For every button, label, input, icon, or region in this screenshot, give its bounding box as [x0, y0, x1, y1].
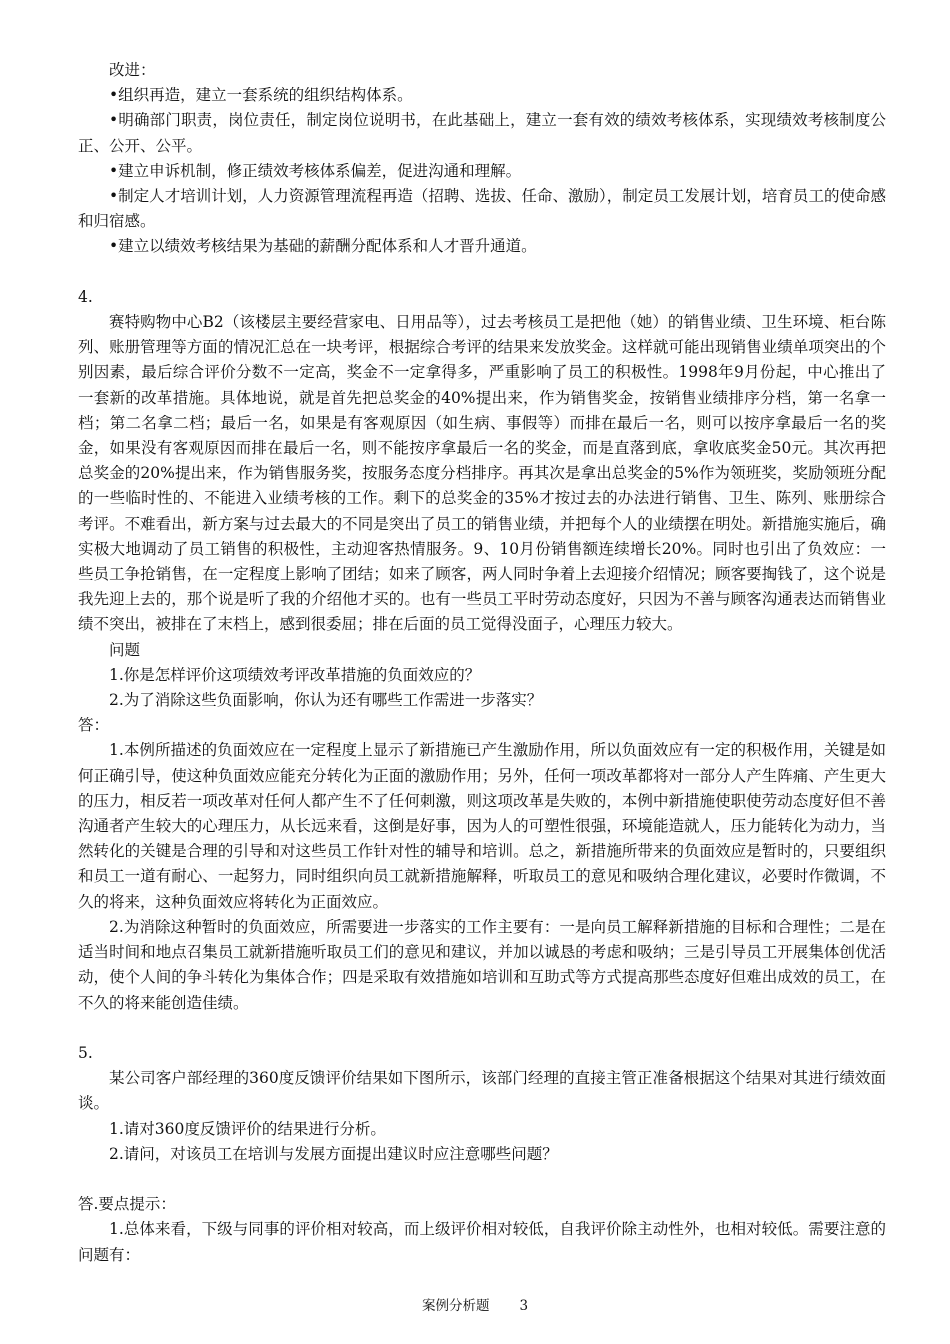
case-number: 4.	[78, 287, 93, 306]
blank-line	[78, 1016, 886, 1041]
improvement-heading: 改进：	[109, 61, 156, 79]
case-description: 赛特购物中心B2（该楼层主要经营家电、日用品等），过去考核员工是把他（她）的销售业绩、卫生环境、柜台陈列、账册管理等方面的情况汇总在一块考评，根据综合考评的结果来发放奖金。这样就可能出现销售业绩单项突出的个别因素，最后综合评价分数不一定高，奖金不一定拿得多，严重影响了员工的积极性。1998年9月份起，中心推出了一套新的改革措施。具体地说，就是首先把总奖金的40%提出来，作为销售奖金，按销售业绩排序分档，第一名拿一档；第二名拿二档；最后一名，如果是有客观原因（如生病、事假等）而排在最后一名，则可以按序拿最后一名的奖金，如果没有客观原因而排在最后一名，则不能按序拿最后一名的奖金，而是直落到底，拿收底奖金50元。其次再把总奖金的20%提出来，作为销售服务奖，按服务态度分档排序。再其次是拿出总奖金的5%作为领班奖，奖励领班分配的一些临时性的、不能进入业绩考核的工作。剩下的总奖金的35%才按过去的办法进行销售、卫生、陈列、账册综合考评。不难看出，新方案与过去最大的不同是突出了员工的销售业绩，并把每个人的业绩摆在明处。新措施实施后，确实极大地调动了员工销售的积极性，主动迎客热情服务。9、10月份销售额连续增长20%。同时也引出了负效应：一些员工争抢销售，在一定程度上影响了团结；如来了顾客，两人同时争着上去迎接介绍情况；顾客要掏钱了，这个说是我先迎上去的，那个说是听了我的介绍他才买的。也有一些员工平时劳动态度好，只因为不善与顾客沟通表达而销售业绩不突出，被排在了末档上，感到很委屈；排在后面的员工觉得没面子，心理压力较大。	[78, 313, 886, 634]
answer-heading: 答：	[78, 716, 110, 735]
answer-item: 1.总体来看，下级与同事的评价相对较高，而上级评价相对较低，自我评价除主动性外，也相对较低。需要注意的问题有：	[78, 1220, 886, 1264]
page-footer	[0, 1296, 950, 1316]
footer-title: 案例分析题	[421, 1298, 490, 1314]
improvement-item: •建立以绩效考核结果为基础的薪酬分配体系和人才晋升通道。	[109, 237, 537, 256]
question-item: 1.请对360度反馈评价的结果进行分析。	[109, 1119, 386, 1138]
case-description: 某公司客户部经理的360度反馈评价结果如下图所示，该部门经理的直接主管正准备根据这个结果对其进行绩效面谈。	[78, 1069, 886, 1113]
improvement-item: •明确部门职责，岗位责任，制定岗位说明书，在此基础上，建立一套有效的绩效考核体系，实现绩效考核制度公正、公开、公平。	[78, 111, 886, 155]
answer-item: 1.本例所描述的负面效应在一定程度上显示了新措施已产生激励作用，所以负面效应有一定的积极作用，关键是如何正确引导，使这种负面效应能充分转化为正面的激励作用；另外，任何一项改革都将对一部分人产生阵痛、产生更大的压力，相反若一项改革对任何人都产生不了任何刺激，则这项改革是失败的，本例中新措施使职使劳动态度好但不善沟通者产生较大的心理压力，从长远来看，这倒是好事，因为人的可塑性很强，环境能造就人，压力能转化为动力，当然转化的关键是合理的引导和对这些员工作针对性的辅导和培训。总之，新措施所带来的负面效应是暂时的，只要组织和员工一道有耐心、一起努力，同时组织向员工就新措施解释，听取员工的意见和吸纳合理化建议，必要时作微调，不久的将来，这种负面效应将转化为正面效应。	[78, 741, 886, 911]
improvement-item: •组织再造，建立一套系统的组织结构体系。	[109, 86, 413, 105]
answer-heading: 答.要点提示：	[78, 1195, 176, 1214]
document-body	[78, 58, 886, 1268]
blank-line	[78, 260, 886, 285]
question-item: 2.请问，对该员工在培训与发展方面提出建议时应注意哪些问题？	[109, 1144, 558, 1163]
question-heading: 问题	[109, 640, 141, 659]
blank-line	[78, 1167, 886, 1192]
page-number: 3	[519, 1298, 529, 1314]
question-item: 1.你是怎样评价这项绩效考评改革措施的负面效应的？	[109, 665, 481, 684]
improvement-item: •制定人才培训计划，人力资源管理流程再造（招聘、选拔、任命、激励），制定员工发展计划，培育员工的使命感和归宿感。	[78, 187, 886, 231]
question-item: 2.为了消除这些负面影响，你认为还有哪些工作需进一步落实？	[109, 691, 543, 710]
case-number: 5.	[78, 1043, 93, 1062]
improvement-item: •建立申诉机制，修正绩效考核体系偏差，促进沟通和理解。	[109, 161, 522, 180]
answer-item: 2.为消除这种暂时的负面效应，所需要进一步落实的工作主要有：一是向员工解释新措施的目标和合理性；二是在适当时间和地点召集员工就新措施听取员工们的意见和建议，并加以诚恳的考虑和吸纳；三是引导员工开展集体创优活动，使个人间的争斗转化为集体合作；四是采取有效措施如培训和互助式等方式提高那些态度好但难出成效的员工，在不久的将来能创造佳绩。	[78, 917, 886, 1012]
